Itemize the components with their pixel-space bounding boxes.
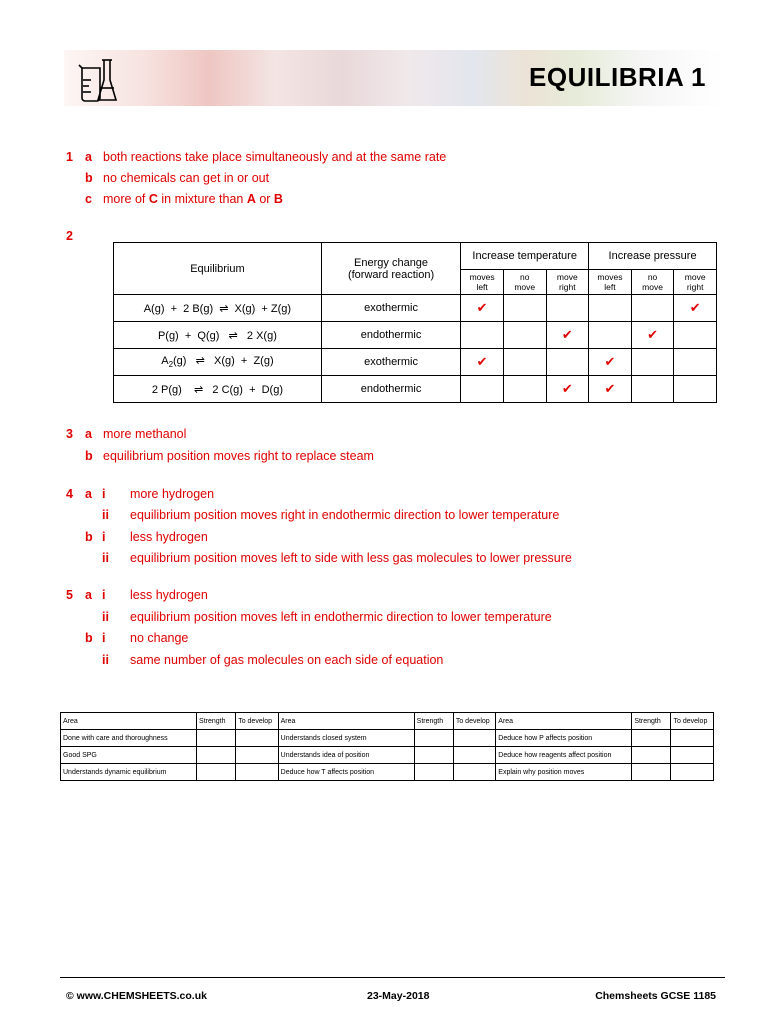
tick-cell	[503, 322, 546, 349]
tick-cell	[589, 349, 632, 376]
energy-change: exothermic	[321, 349, 460, 376]
tick-cell	[461, 295, 504, 322]
q5-a-ii-answer: equilibrium position moves left in endothermic direction to lower temperature	[130, 610, 552, 624]
q5-b-ii-answer: same number of gas molecules on each side of equation	[130, 653, 444, 667]
equilibrium-header: Equilibrium	[114, 243, 322, 295]
sa-area: Deduce how reagents affect position	[496, 747, 632, 764]
sa-develop-cell[interactable]	[671, 747, 714, 764]
sa-area: Explain why position moves	[496, 764, 632, 781]
tick-cell	[546, 376, 589, 403]
q2-number: 2	[66, 229, 73, 243]
q3-b-answer: equilibrium position moves right to replace steam	[103, 449, 374, 463]
sa-develop-cell[interactable]	[236, 764, 278, 781]
sa-area: Deduce how P affects position	[496, 730, 632, 747]
q4-b-ii-label: ii	[102, 551, 109, 565]
footer-sheet-id: Chemsheets GCSE 1185	[595, 990, 716, 1002]
q5-b-i-answer: no change	[130, 631, 189, 645]
sa-header: To develop	[453, 713, 495, 730]
lab-glassware-icon	[74, 54, 122, 104]
sa-develop-cell[interactable]	[453, 764, 495, 781]
table-row	[114, 322, 717, 349]
q1-b-label: b	[85, 171, 93, 185]
equilibrium-equation: A(g) + 2 B(g) ⇌ X(g) + Z(g)	[114, 295, 322, 322]
sa-area: Understands closed system	[278, 730, 414, 747]
check-icon: ✔	[689, 300, 701, 315]
self-assessment-table	[60, 712, 714, 781]
tick-cell	[674, 322, 717, 349]
check-icon: ✔	[604, 354, 616, 369]
sa-area: Understands idea of position	[278, 747, 414, 764]
sa-area: Understands dynamic equilibrium	[61, 764, 197, 781]
q4-a-label: a	[85, 487, 92, 501]
q3-b-label: b	[85, 449, 93, 463]
equilibrium-table	[113, 242, 717, 403]
check-icon: ✔	[476, 354, 488, 369]
tick-cell	[631, 322, 674, 349]
q4-a-ii-label: ii	[102, 508, 109, 522]
tick-cell	[461, 349, 504, 376]
tick-cell	[631, 376, 674, 403]
q3-number: 3	[66, 427, 73, 441]
q4-a-i-label: i	[102, 487, 106, 501]
tick-cell	[503, 376, 546, 403]
header-banner	[64, 50, 724, 106]
q4-a-ii-answer: equilibrium position moves right in endothermic direction to lower temperature	[130, 508, 560, 522]
direction-subheader: move right	[546, 270, 589, 295]
q4-a-i-answer: more hydrogen	[130, 487, 215, 501]
sa-develop-cell[interactable]	[236, 730, 278, 747]
tick-cell	[546, 349, 589, 376]
tick-cell	[503, 295, 546, 322]
footer-divider	[60, 977, 725, 978]
sa-strength-cell[interactable]	[197, 764, 236, 781]
tick-cell	[461, 376, 504, 403]
sa-strength-cell[interactable]	[632, 764, 671, 781]
tick-cell	[589, 295, 632, 322]
q5-a-label: a	[85, 588, 92, 602]
sa-develop-cell[interactable]	[236, 747, 278, 764]
check-icon: ✔	[476, 300, 488, 315]
pressure-header: Increase pressure	[589, 243, 717, 270]
q1-number: 1	[66, 150, 73, 164]
sa-strength-cell[interactable]	[632, 747, 671, 764]
check-icon: ✔	[604, 381, 616, 396]
q5-a-i-label: i	[102, 588, 106, 602]
q4-b-i-answer: less hydrogen	[130, 530, 208, 544]
sa-strength-cell[interactable]	[414, 764, 453, 781]
q5-a-ii-label: ii	[102, 610, 109, 624]
direction-subheader: no move	[503, 270, 546, 295]
direction-subheader: no move	[631, 270, 674, 295]
tick-cell	[546, 322, 589, 349]
q1-a-answer: both reactions take place simultaneously and at the same rate	[103, 150, 447, 164]
sa-area: Done with care and thoroughness	[61, 730, 197, 747]
q1-b-answer: no chemicals can get in or out	[103, 171, 270, 185]
sa-area: Deduce how T affects position	[278, 764, 414, 781]
sa-develop-cell[interactable]	[671, 730, 714, 747]
q1-c-label: c	[85, 192, 92, 206]
equilibrium-equation: $A_2(g)$ ⇌ X(g) + Z(g)	[114, 349, 322, 376]
tick-cell	[631, 349, 674, 376]
sa-header: Area	[61, 713, 197, 730]
sa-header: To develop	[236, 713, 278, 730]
footer-copyright: © www.CHEMSHEETS.co.uk	[66, 990, 207, 1002]
tick-cell	[631, 295, 674, 322]
table-row	[61, 764, 714, 781]
sa-strength-cell[interactable]	[632, 730, 671, 747]
tick-cell	[503, 349, 546, 376]
tick-cell	[674, 295, 717, 322]
sa-header: To develop	[671, 713, 714, 730]
sa-header: Area	[496, 713, 632, 730]
sa-develop-cell[interactable]	[453, 747, 495, 764]
sa-strength-cell[interactable]	[414, 730, 453, 747]
table-row	[61, 747, 714, 764]
direction-subheader: move right	[674, 270, 717, 295]
q4-b-label: b	[85, 530, 93, 544]
energy-change: exothermic	[321, 295, 460, 322]
tick-cell	[674, 376, 717, 403]
equilibrium-equation: P(g) + Q(g) ⇌ 2 X(g)	[114, 322, 322, 349]
q4-b-ii-answer: equilibrium position moves left to side with less gas molecules to lower pressure	[130, 551, 572, 565]
energy-change: endothermic	[321, 376, 460, 403]
q5-number: 5	[66, 588, 73, 602]
q4-b-i-label: i	[102, 530, 106, 544]
tick-cell	[589, 322, 632, 349]
table-row	[114, 295, 717, 322]
check-icon: ✔	[647, 327, 659, 342]
table-row	[61, 730, 714, 747]
sa-develop-cell[interactable]	[453, 730, 495, 747]
q5-b-label: b	[85, 631, 93, 645]
q3-a-label: a	[85, 427, 92, 441]
tick-cell	[461, 322, 504, 349]
sa-header: Strength	[197, 713, 236, 730]
q3-a-answer: more methanol	[103, 427, 187, 441]
footer-date: 23-May-2018	[367, 990, 430, 1002]
tick-cell	[674, 349, 717, 376]
temperature-header: Increase temperature	[461, 243, 589, 270]
table-row	[114, 349, 717, 376]
sa-header: Strength	[414, 713, 453, 730]
q1-a-label: a	[85, 150, 92, 164]
q1-c-answer: more of C in mixture than A or B	[103, 192, 283, 206]
sa-strength-cell[interactable]	[414, 747, 453, 764]
check-icon: ✔	[561, 327, 573, 342]
sa-header: Strength	[632, 713, 671, 730]
energy-change: endothermic	[321, 322, 460, 349]
check-icon: ✔	[561, 381, 573, 396]
sa-header: Area	[278, 713, 414, 730]
energy-header: Energy change (forward reaction)	[321, 243, 460, 295]
q5-b-i-label: i	[102, 631, 106, 645]
table-row	[114, 376, 717, 403]
direction-subheader: moves left	[589, 270, 632, 295]
tick-cell	[589, 376, 632, 403]
q4-number: 4	[66, 487, 73, 501]
q5-a-i-answer: less hydrogen	[130, 588, 208, 602]
sa-strength-cell[interactable]	[197, 730, 236, 747]
page-title: EQUILIBRIA 1	[529, 62, 706, 92]
sa-develop-cell[interactable]	[671, 764, 714, 781]
sa-area: Good SPG	[61, 747, 197, 764]
sa-strength-cell[interactable]	[197, 747, 236, 764]
direction-subheader: moves left	[461, 270, 504, 295]
q5-b-ii-label: ii	[102, 653, 109, 667]
tick-cell	[546, 295, 589, 322]
equilibrium-equation: 2 P(g) ⇌ 2 C(g) + D(g)	[114, 376, 322, 403]
